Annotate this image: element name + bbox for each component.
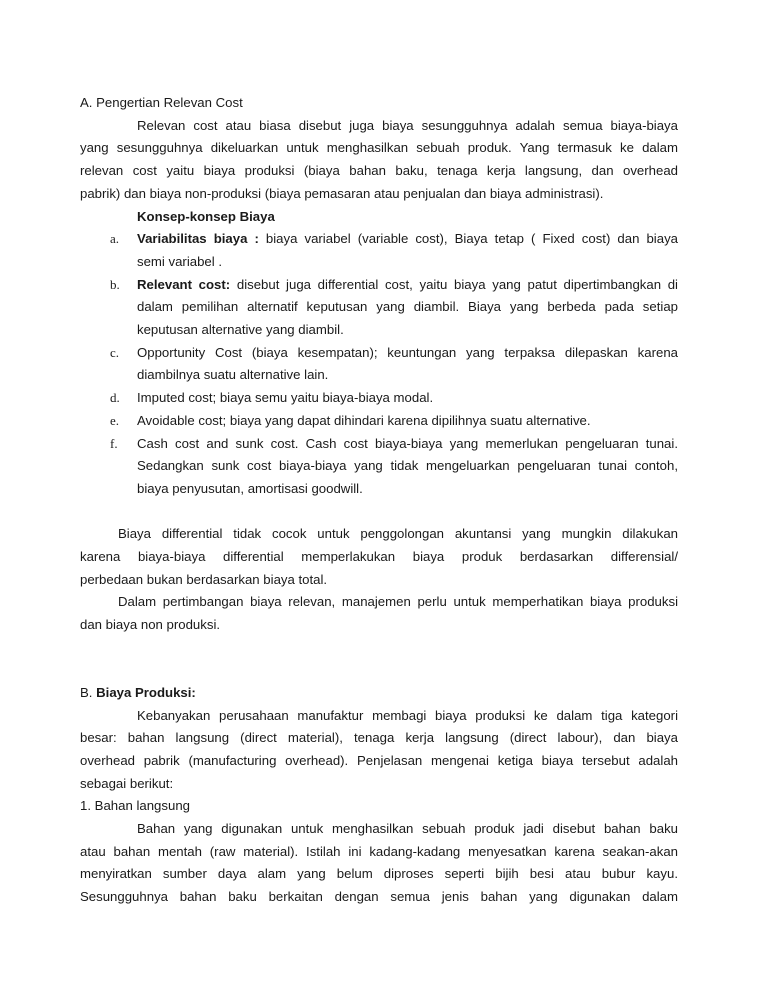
list-item-term: Variabilitas biaya :	[137, 231, 259, 247]
paragraph-line: Kebanyakan perusahaan manufaktur membagi biaya produksi ke dalam tiga kategori	[137, 707, 678, 723]
paragraph-line: karena biaya-biaya differential memperlakukan biaya produk berdasarkan differensial/	[80, 549, 678, 565]
paragraph-line: menyiratkan sumber daya alam yang belum diproses seperti bijih besi atau bubur kayu.	[80, 866, 678, 882]
list-marker: a.	[110, 231, 120, 247]
section-b-heading	[80, 682, 678, 705]
list-item-continuation: keputusan alternative yang diambil.	[137, 322, 344, 338]
list-item	[80, 387, 678, 410]
list-marker: f.	[110, 435, 118, 451]
list-item-continuation: semi variabel .	[137, 253, 223, 269]
paragraph-line: relevan cost yaitu biaya produksi (biaya bahan baku, tenaga kerja langsung, dan overhead	[80, 163, 678, 179]
section-b-heading-prefix: B.	[80, 684, 97, 700]
section-b-paragraph-1	[80, 705, 678, 796]
paragraph-line: dan biaya non produksi.	[80, 617, 221, 633]
list-item-text: biaya variabel (variable cost), Biaya tetap ( Fixed cost) dan biaya	[258, 231, 678, 247]
section-a-heading: A. Pengertian Relevan Cost	[80, 95, 243, 110]
list-item-text: Cash cost and sunk cost. Cash cost biaya-biaya yang memerlukan pengeluaran tunai.	[137, 435, 678, 451]
list-marker: c.	[110, 344, 120, 360]
paragraph-line: overhead pabrik (manufacturing overhead). Penjelasan mengenai ketiga biaya tersebut adalah	[80, 752, 678, 768]
list-item-continuation: dalam pemilihan alternatif keputusan yang diambil. Biaya yang berbeda pada setiap	[137, 299, 678, 315]
paragraph-line: Relevan cost atau biasa disebut juga biaya sesungguhnya adalah semua biaya-biaya	[137, 117, 678, 133]
document-content	[80, 92, 678, 909]
list-item-continuation: diambilnya suatu alternative lain.	[137, 367, 329, 383]
list-item	[80, 274, 678, 297]
paragraph-line: perbedaan bukan berdasarkan biaya total.	[80, 571, 328, 587]
paragraph-line: yang sesungguhnya dikeluarkan untuk menghasilkan sebuah produk. Yang termasuk ke dalam	[80, 140, 678, 156]
list-item-term: Relevant cost:	[137, 276, 231, 292]
paragraph-line: sebagai berikut:	[80, 775, 174, 791]
paragraph-line: atau bahan mentah (raw material). Istilah ini kadang-kadang menyesatkan karena seakan-akan	[80, 843, 678, 859]
paragraph-line: Biaya differential tidak cocok untuk penggolongan akuntansi yang mungkin dilakukan	[118, 526, 678, 542]
section-a-paragraph-3	[80, 591, 678, 636]
paragraph-line: besar: bahan langsung (direct material), tenaga kerja langsung (direct labour), dan biaya	[80, 730, 678, 746]
list-marker: b.	[110, 276, 120, 292]
section-b-paragraph-2	[80, 818, 678, 909]
section-a-paragraph-1	[80, 115, 678, 206]
list-item	[80, 342, 678, 365]
list-item	[80, 410, 678, 433]
concept-list	[80, 228, 678, 500]
paragraph-line: pabrik) dan biaya non-produksi (biaya pemasaran atau penjualan dan biaya administrasi).	[80, 185, 604, 201]
list-item-continuation: biaya penyusutan, amortisasi goodwill.	[137, 480, 363, 496]
subheading-konsep-biaya: Konsep-konsep Biaya	[137, 208, 275, 224]
list-marker: e.	[110, 412, 120, 428]
list-marker: d.	[110, 390, 120, 406]
list-item-text: Imputed cost; biaya semu yaitu biaya-biaya modal.	[137, 390, 434, 406]
section-a-paragraph-2	[80, 523, 678, 591]
list-item-continuation: Sedangkan sunk cost biaya-biaya yang tidak mengeluarkan pengeluaran tunai contoh,	[137, 458, 678, 474]
list-item-text: disebut juga differential cost, yaitu biaya yang patut dipertimbangkan di	[230, 276, 678, 292]
list-item	[80, 228, 678, 251]
paragraph-line: Dalam pertimbangan biaya relevan, manajemen perlu untuk memperhatikan biaya produksi	[118, 594, 678, 610]
item-1-heading: 1. Bahan langsung	[80, 798, 190, 814]
paragraph-line: Sesungguhnya bahan baku berkaitan dengan semua jenis bahan yang digunakan dalam	[80, 889, 678, 905]
list-item-text: Opportunity Cost (biaya kesempatan); keuntungan yang terpaksa dilepaskan karena	[137, 344, 678, 360]
list-item-text: Avoidable cost; biaya yang dapat dihindari karena dipilihnya suatu alternative.	[137, 412, 591, 428]
section-b-heading-title: Biaya Produksi:	[96, 684, 196, 700]
paragraph-line: Bahan yang digunakan untuk menghasilkan sebuah produk jadi disebut bahan baku	[137, 821, 678, 837]
list-item	[80, 433, 678, 456]
